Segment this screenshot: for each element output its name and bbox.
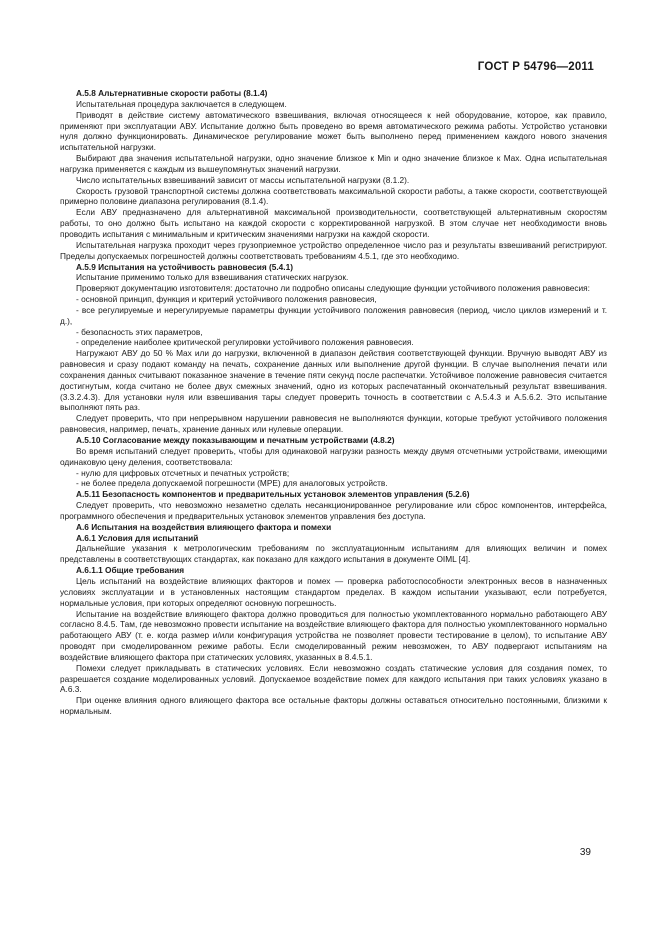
section-heading: A.5.11 Безопасность компонентов и предварительных установок элементов управления (5.2.6) <box>76 489 470 500</box>
body-paragraph: - все регулируемые и нерегулируемые параметры функции устойчивого положения равновесия (период, число циклов измерений и т. д.), <box>60 304 607 326</box>
page-number: 39 <box>579 847 591 858</box>
body-paragraph: - не более предела допускаемой погрешности (MPE) для аналоговых устройств. <box>76 478 388 489</box>
section-heading: A.6.1.1 Общие требования <box>76 565 185 576</box>
body-paragraph: Следует проверить, что при непрерывном нарушении равновесия не выполняются функции, которые требуют устойчивого положения равновесия, например, печать, хранение данных или нулевые операции. <box>60 413 607 435</box>
body-paragraph: Испытание на воздействие влияющего фактора должно проводиться для полностью укомплектованного нормально работающего АВУ согласно 8.4.5. Там, где невозможно провести испытание на воздействие влияющего фактора для полностью укомплектованного нормально работающего АВУ (т. е. когда размер и/или конфигурация устройства не позволяет провести тестирование в целом), то испытание АВУ проводят при смоделированном режиме работы. Если смоделированный режим невозможен, то АВУ подвергают испытаниям на воздействие влияющего фактора при статических условиях, указанных в 8.4.5.1. <box>60 608 607 662</box>
body-paragraph: Выбирают два значения испытательной нагрузки, одно значение близкое к Min и одно значение близкое к Max. Одна испытательная нагрузка применяется с каждым из вышеупомянутых значений нагрузки. <box>60 153 607 174</box>
body-paragraph: Испытание применимо только для взвешивания статических нагрузок. <box>76 272 349 283</box>
document-body <box>60 88 607 717</box>
body-paragraph: Нагружают АВУ до 50 % Max или до нагрузки, включенной в диапазон действия соответствующей функции. Вручную выводят АВУ из равновесия и сразу подают команду на печать, сохранение данных или выполнение другой функции. В случае выполнения печати или сохранения данных считывают показанное значение в течение пяти секунд после распечатки. Устойчивое положение равновесия считается достигнутым, когда считано не более двух смежных значений, одно из которых распечатанный окончательный результат взвешивания. (3.3.2.4.3). Для установки нуля или взвешивания тары следует проверить точность в соответствии с А.5.4.3 и А.5.6.2. Это испытание выполняют пять раз. <box>60 348 607 413</box>
body-paragraph: Испытательная нагрузка проходит через грузоприемное устройство определенное число раз и результаты взвешиваний регистрируют. Пределы допускаемых погрешностей должны соответствовать требованиям 4.5.1, где это необходимо. <box>60 239 607 261</box>
body-paragraph: Дальнейшие указания к метрологическим требованиям по эксплуатационным испытаниям для влияющих величин и помех представлены в соответствующих стандартах, как показано для каждого испытания в документе OIML [4]. <box>60 543 607 565</box>
body-paragraph: - определение наиболее критической регулировки устойчивого положения равновесия. <box>76 337 414 348</box>
section-heading: A.5.9 Испытания на устойчивость равновесия (5.4.1) <box>76 261 293 272</box>
body-paragraph: Приводят в действие систему автоматического взвешивания, включая относящееся к ней оборудование, которое, как правило, применяют при эксплуатации АВУ. Испытание должно быть проведено во время автоматического режима работы. Устройство установки нуля должно функционировать. Динамическое регулирование может быть выполнено перед применением каждого нового значения испытательной нагрузки. <box>60 109 607 153</box>
body-paragraph: Во время испытаний следует проверить, чтобы для одинаковой нагрузки разность между двумя отсчетными устройствами, имеющими одинаковую цену деления, соответствовала: <box>60 445 607 467</box>
body-paragraph: Помехи следует прикладывать в статических условиях. Если невозможно создать статические условия для создания помех, то разрешается создание моделированных условий. Допускаемое воздействие помех для каждого испытания при таких условиях указано в А.6.3. <box>60 662 607 695</box>
body-paragraph: При оценке влияния одного влияющего фактора все остальные факторы должны оставаться относительно постоянными, близкими к нормальным. <box>60 695 607 717</box>
standard-header: ГОСТ Р 54796—2011 <box>477 61 594 73</box>
body-paragraph: - основной принцип, функция и критерий устойчивого положения равновесия, <box>76 294 377 305</box>
body-paragraph: - нулю для цифровых отсчетных и печатных устройств; <box>76 467 290 478</box>
body-paragraph: Испытательная процедура заключается в следующем. <box>76 98 287 109</box>
section-heading: A.5.8 Альтернативные скорости работы (8.1.4) <box>76 88 268 98</box>
body-paragraph: Следует проверить, что невозможно незаметно сделать несанкционированное регулирование или сброс компонентов, интерфейса, программного обеспечения и предварительных установок элементов управления без доступа. <box>60 500 607 521</box>
body-paragraph: Проверяют документацию изготовителя: достаточно ли подробно описаны следующие функции устойчивого положения равновесия: <box>76 283 590 294</box>
body-paragraph: Число испытательных взвешиваний зависит от массы испытательной нагрузки (8.1.2). <box>76 174 410 185</box>
body-paragraph: - безопасность этих параметров, <box>76 326 203 337</box>
section-heading: A.5.10 Согласование между показывающим и печатным устройствами (4.8.2) <box>76 435 395 445</box>
body-paragraph: Скорость грузовой транспортной системы должна соответствовать максимальной скорости работы, а также скорости, соответствующей примерно половине диапазона регулирования (8.1.4). <box>60 185 607 207</box>
body-paragraph: Цель испытаний на воздействие влияющих факторов и помех — проверка работоспособности электронных весов в назначенных условиях эксплуатации и в установленных настоящим стандартом пределах. В каждом испытании указывают, если потребуется, нормальные условия, при которых определяют основную погрешность. <box>60 575 607 608</box>
section-heading: A.6 Испытания на воздействия влияющего фактора и помехи <box>76 521 332 532</box>
body-paragraph: Если АВУ предназначено для альтернативной максимальной производительности, соответствующей альтернативным скоростям работы, то оно должно быть испытано на каждой скорости с корректированной нагрузкой. В этом случае нет необходимости вновь проводить испытания с минимальным и критическим значениями нагрузки на каждой скорости. <box>60 207 607 239</box>
section-heading: A.6.1 Условия для испытаний <box>76 532 199 543</box>
